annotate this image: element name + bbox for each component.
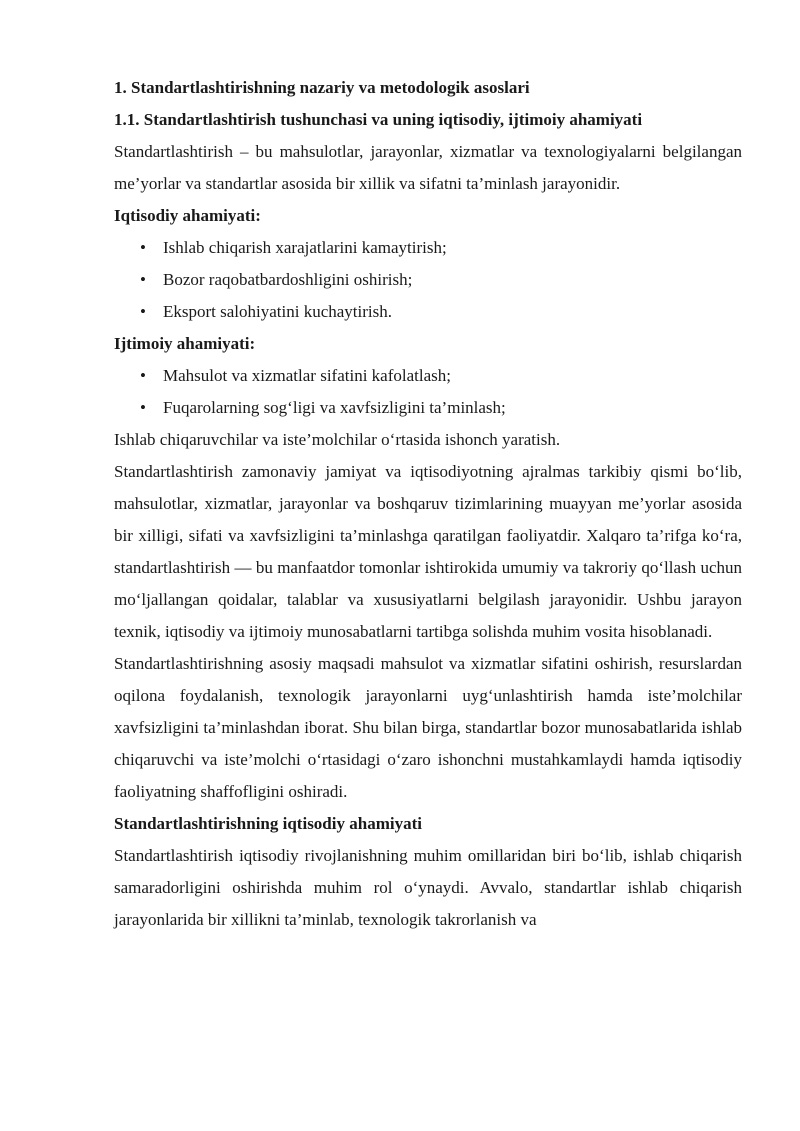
main-heading: 1. Standartlashtirishning nazariy va metodologik asoslari — [114, 78, 530, 97]
bullet-icon: • — [140, 398, 146, 417]
economic-list — [114, 232, 742, 328]
list-item: • Eksport salohiyatini kuchaytirish. — [114, 296, 742, 328]
list-item: • Mahsulot va xizmatlar sifatini kafolatlash; — [114, 360, 742, 392]
list-item: • Fuqarolarning sog‘ligi va xavfsizligini ta’minlash; — [114, 392, 742, 424]
intro-paragraph: Standartlashtirish – bu mahsulotlar, jarayonlar, xizmatlar va texnologiyalarni belgilangan me’yorlar va standartlar asosida bir xillik va sifatni ta’minlash jarayonidir. — [114, 142, 742, 193]
document-page — [114, 72, 742, 936]
bullet-icon: • — [140, 238, 146, 257]
paragraph-definition: Standartlashtirish zamonaviy jamiyat va iqtisodiyotning ajralmas tarkibiy qismi bo‘lib, mahsulotlar, xizmatlar, jarayonlar va boshqaruv tizimlarining muayyan me’yorlar asosida bir xilligi, sifati va xavfsizligini ta’minlashga qaratilgan faoliyatdir. Xalqaro ta’rifga ko‘ra, standartlashtirish — bu manfaatdor tomonlar ishtirokida umumiy va takroriy qo‘llash uchun mo‘ljallangan qoidalar, talablar va xususiyatlarni belgilash jarayonidir. Ushbu jarayon texnik, iqtisodiy va ijtimoiy munosabatlarni tartibga solishda muhim vosita hisoblanadi. — [114, 462, 742, 641]
social-trailing-text: Ishlab chiqaruvchilar va iste’molchilar o‘rtasida ishonch yaratish. — [114, 430, 561, 449]
economic-heading: Iqtisodiy ahamiyati: — [114, 206, 261, 225]
section-heading: Standartlashtirishning iqtisodiy ahamiyati — [114, 814, 422, 833]
bullet-icon: • — [140, 366, 146, 385]
social-heading: Ijtimoiy ahamiyati: — [114, 334, 256, 353]
list-item: • Bozor raqobatbardoshligini oshirish; — [114, 264, 742, 296]
bullet-icon: • — [140, 270, 146, 289]
social-list — [114, 360, 742, 424]
list-item: • Ishlab chiqarish xarajatlarini kamaytirish; — [114, 232, 742, 264]
bullet-icon: • — [140, 302, 146, 321]
sub-heading: 1.1. Standartlashtirish tushunchasi va uning iqtisodiy, ijtimoiy ahamiyati — [114, 110, 643, 129]
paragraph-goals: Standartlashtirishning asosiy maqsadi mahsulot va xizmatlar sifatini oshirish, resurslardan oqilona foydalanish, texnologik jarayonlarni uyg‘unlashtirish hamda iste’molchilar xavfsizligini ta’minlashdan iborat. Shu bilan birga, standartlar bozor munosabatlarida ishlab chiqaruvchi va iste’molchi o‘rtasidagi o‘zaro ishonchni mustahkamlaydi hamda iqtisodiy faoliyatning shaffofligini oshiradi. — [114, 654, 742, 801]
paragraph-economic: Standartlashtirish iqtisodiy rivojlanishning muhim omillaridan biri bo‘lib, ishlab chiqarish samaradorligini oshirishda muhim rol o‘ynaydi. Avvalo, standartlar ishlab chiqarish jarayonlarida bir xillikni ta’minlab, texnologik takrorlanish va — [114, 846, 742, 929]
